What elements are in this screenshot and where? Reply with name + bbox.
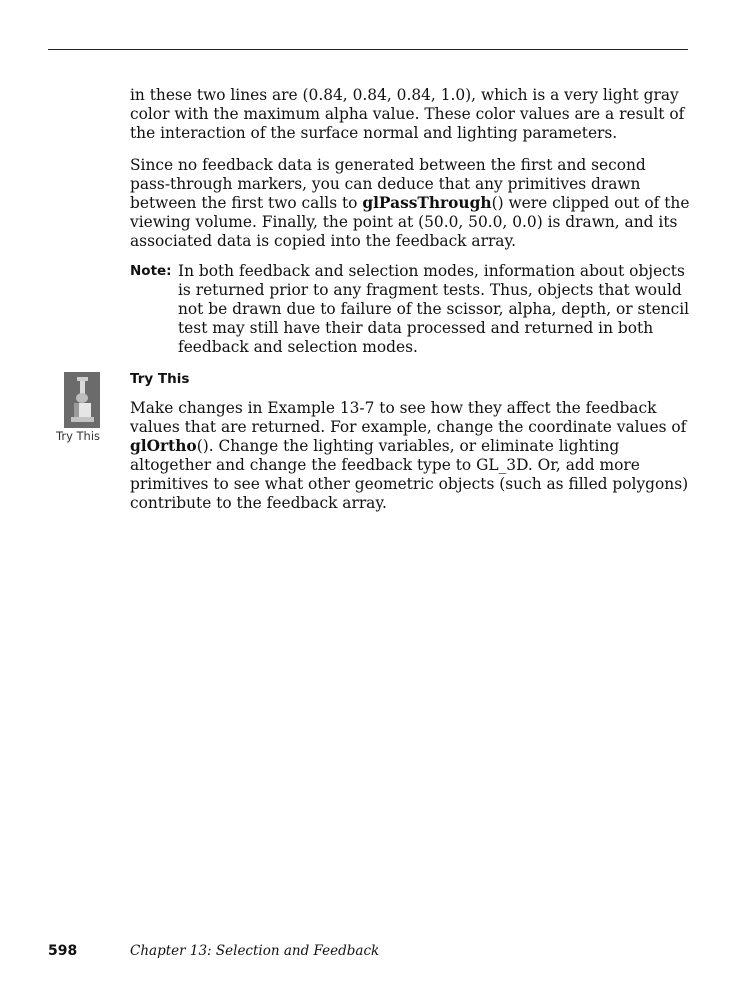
try-this-heading: Try This [130,371,190,387]
paragraph-passthrough-text-start: Since no feedback data is generated between the first and second pass-through markers, you can deduce that any primitives drawn between the first two calls to [130,156,646,212]
paragraph-lighting-color: in these two lines are (0.84, 0.84, 0.84, 1.0), which is a very light gray color with the maximum alpha value. These color values are a result of the interaction of the surface normal and lighting parameters. [130,86,685,142]
function-name-glpassthrough: glPassThrough [362,194,492,212]
note-label: Note: [130,263,172,279]
paragraph-passthrough [130,156,690,251]
page-number: 598 [48,943,78,959]
header-rule [48,49,688,50]
try-this-icon [64,372,100,428]
paragraph-try-this-text-start: Make changes in Example 13-7 to see how they affect the feedback values that are returned. For example, change the coordinate values of [130,399,687,436]
paragraph-passthrough-text-end: () were clipped out of the viewing volume. Finally, the point at (50.0, 50.0, 0.0) is drawn, and its associated data is copied into the feedback array. [130,194,690,250]
paragraph-try-this-text-end: (). Change the lighting variables, or eliminate lighting altogether and change the feedback type to GL_3D. Or, add more primitives to see what other geometric objects (such as filled polygons) contribute to the feedback array. [130,437,689,512]
function-name-glortho: glOrtho [130,437,197,455]
running-title: Chapter 13: Selection and Feedback [130,943,380,959]
note-block [130,262,690,357]
try-this-icon-caption: Try This [56,429,101,443]
try-this-icon-graphic [64,372,100,428]
note-text: In both feedback and selection modes, information about objects is returned prior to any fragment tests. Thus, objects that would not be drawn due to failure of the scissor, alpha, depth, or stencil test may still have their data processed and returned in both feedback and selection modes. [178,262,690,356]
paragraph-try-this [130,399,690,513]
